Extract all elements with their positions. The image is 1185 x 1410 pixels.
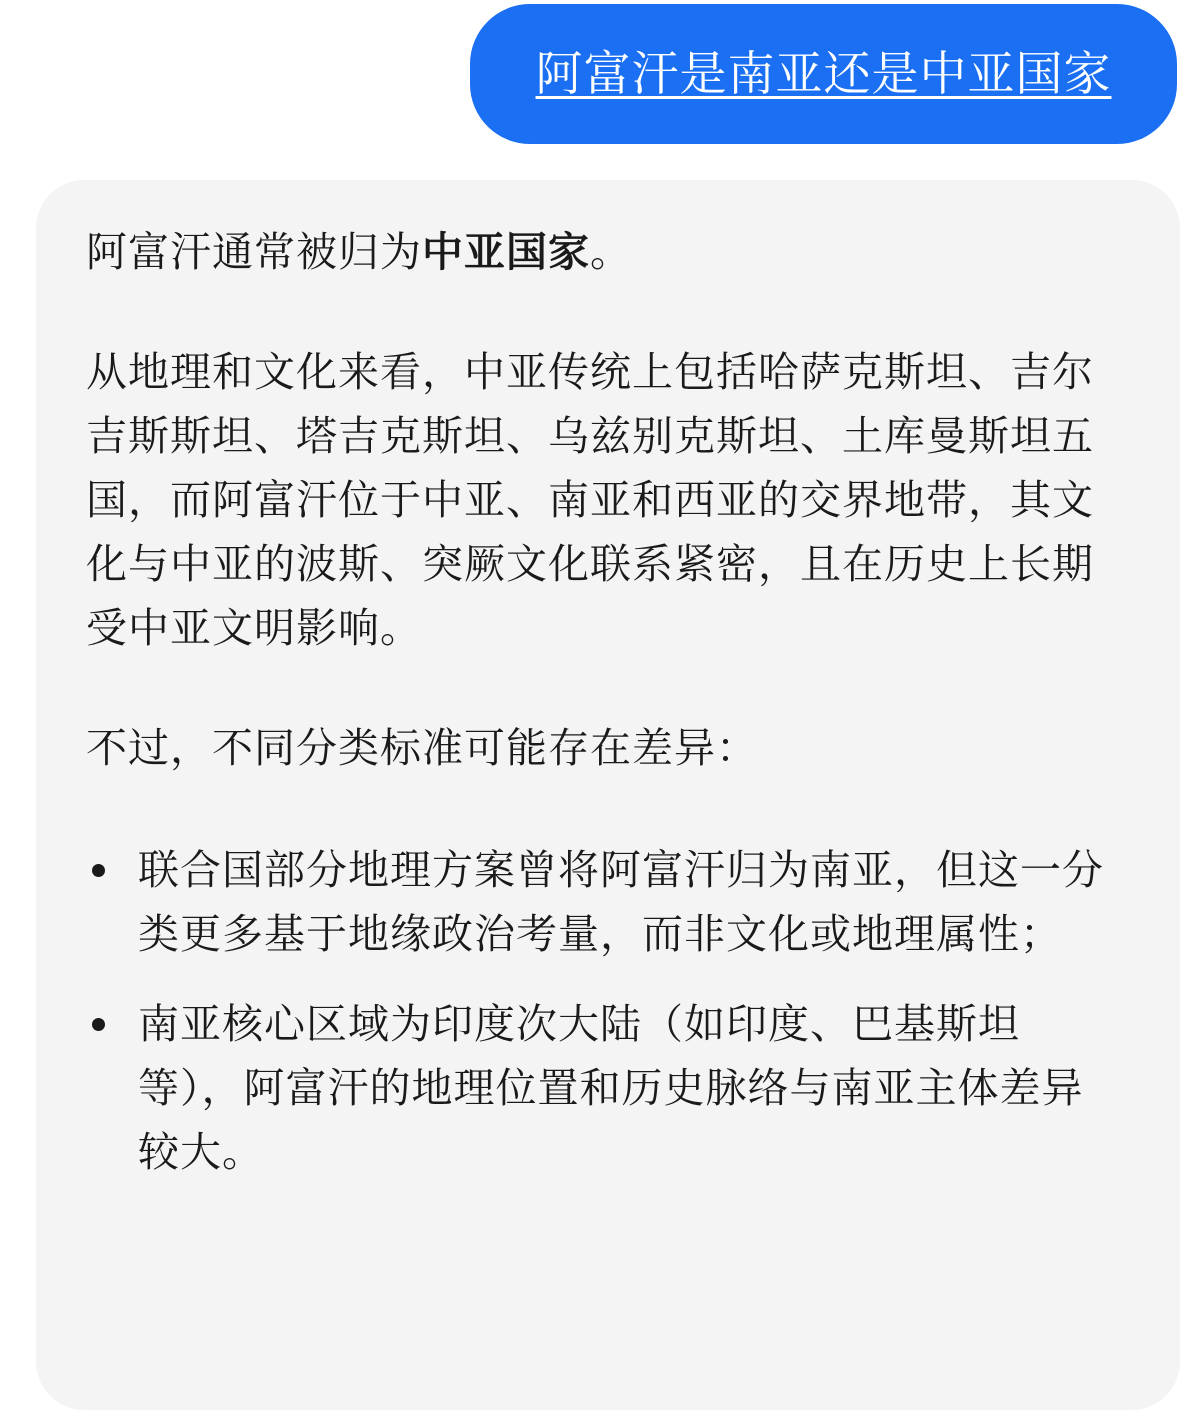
assistant-message-bubble [36,180,1180,1410]
list-item [86,992,1110,1184]
bullet-text: 南亚核心区域为印度次大陆（如印度、巴基斯坦等），阿富汗的地理位置和历史脉络与南亚主体差异较大。 [138,1000,1084,1176]
assistant-bullet-list [86,838,1110,1184]
intro-prefix: 阿富汗通常被归为 [86,228,422,276]
intro-bold: 中亚国家 [422,228,590,276]
user-message-text[interactable]: 阿富汗是南亚还是中亚国家 [535,46,1112,102]
user-message-bubble [470,4,1177,144]
assistant-intro [86,220,1110,284]
assistant-paragraph-2: 从地理和文化来看，中亚传统上包括哈萨克斯坦、吉尔吉斯斯坦、塔吉克斯坦、乌兹别克斯坦、土库曼斯坦五国，而阿富汗位于中亚、南亚和西亚的交界地带，其文化与中亚的波斯、突厥文化联系紧密，且在历史上长期受中亚文明影响。 [86,348,1094,652]
bullet-text: 联合国部分地理方案曾将阿富汗归为南亚，但这一分类更多基于地缘政治考量，而非文化或地理属性； [138,846,1104,958]
assistant-paragraph-3: 不过，不同分类标准可能存在差异： [86,724,758,772]
list-item [86,838,1110,966]
intro-suffix: 。 [590,228,632,276]
bullet-dot-icon [92,1018,105,1031]
bullet-dot-icon [92,864,105,877]
